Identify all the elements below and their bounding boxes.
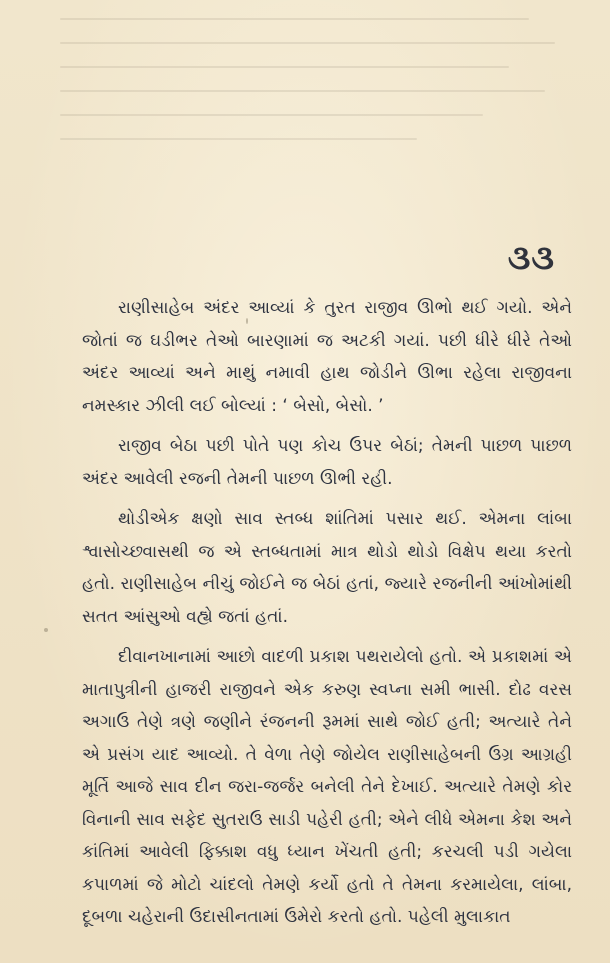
paragraph: થોડીએક ક્ષણો સાવ સ્તબ્ધ શાંતિમાં પસાર થઈ. એમના લાંબા શ્વાસોચ્છ્વાસથી જ એ સ્તબ્ધતામાં માત્ર થોડો થોડો વિક્ષેપ થયા કરતો હતો. રાણીસાહેબ નીચું જોઈને જ બેઠાં હતાં, જ્યારે રજનીની આંખોમાંથી સતત આંસુઓ વહ્યે જતાં હતાં. bbox=[82, 509, 572, 627]
paragraph: રાણીસાહેબ અંદર આવ્યાં કે તુરત રાજીવ ઊભો થઈ ગયો. એને જોતાં જ ઘડીભર તેઓ બારણામાં જ અટકી ગયાં. પછી ધીરે ધીરે તેઓ અંદર આવ્યાં અને માથું નમાવી હાથ જોડીને ઊભા રહેલા રાજીવના નમસ્કાર ઝીલી લઈ બોલ્યાં : ‘ બેસો, બેસો. ’ bbox=[82, 298, 572, 416]
page-number: ૩૩ bbox=[507, 238, 555, 278]
paper-speck bbox=[246, 318, 248, 324]
show-through-text bbox=[60, 18, 570, 218]
paper-speck bbox=[44, 628, 48, 632]
paragraph: દીવાનખાનામાં આછો વાદળી પ્રકાશ પથરાયેલો હતો. એ પ્રકાશમાં એ માતાપુત્રીની હાજરી રાજીવને એક કરુણ સ્વપ્ના સમી ભાસી. દોઢ વરસ અગાઉ તેણે ત્રણે જણીને રંજનની રૂમમાં સાથે જોઈ હતી; અત્યારે તેને એ પ્રસંગ યાદ આવ્યો. તે વેળા તેણે જોયેલ રાણીસાહેબની ઉગ્ર આગ્રહી મૂર્તિ આજે સાવ દીન જરા-જર્જર બનેલી તેને દેખાઈ. અત્યારે તેમણે કોર વિનાની સાવ સફેદ સુતરાઉ સાડી પહેરી હતી; એને લીધે એમના કેશ અને કાંતિમાં આવેલી ફિક્કાશ વધુ ધ્યાન ખેંચતી હતી; કરચલી પડી ગયેલા કપાળમાં જે મોટો ચાંદલો તેમણે કર્યો હતો તે તેમના કરમાયેલા, લાંબા, દૂબળા ચહેરાની ઉદાસીનતામાં ઉમેરો કરતો હતો. પહેલી મુલાકાત bbox=[82, 647, 572, 927]
paragraph: રાજીવ બેઠા પછી પોતે પણ કોચ ઉપર બેઠાં; તેમની પાછળ પાછળ અંદર આવેલી રજની તેમની પાછળ ઊભી રહી. bbox=[82, 436, 572, 489]
body-text bbox=[82, 292, 572, 942]
